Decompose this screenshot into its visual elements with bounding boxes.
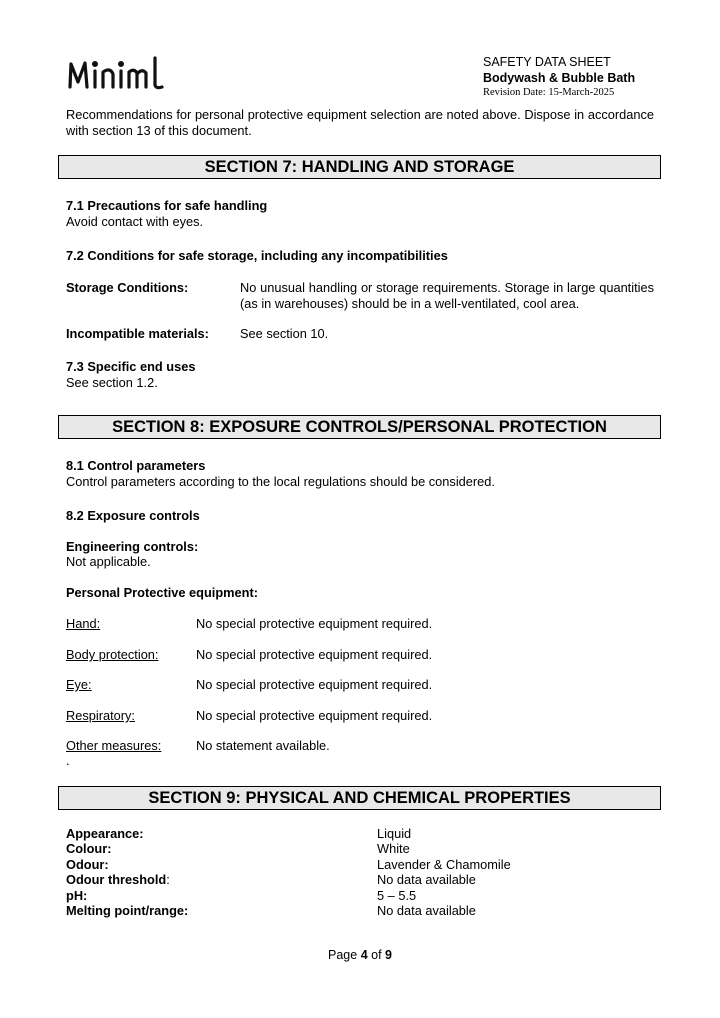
page-total: 9 <box>385 948 392 962</box>
prop-ph-value: 5 – 5.5 <box>377 888 417 903</box>
page-word: Page <box>328 948 358 962</box>
text-8-1: Control parameters according to the local regulations should be considered. <box>66 474 495 489</box>
of-word: of <box>371 948 382 962</box>
product-name: Bodywash & Bubble Bath <box>483 71 636 85</box>
prop-melting-point-label: Melting point/range: <box>66 903 189 918</box>
prop-colour-label: Colour: <box>66 841 112 856</box>
ppe-heading: Personal Protective equipment: <box>66 585 259 600</box>
section-9-header: SECTION 9: PHYSICAL AND CHEMICAL PROPERTIES <box>58 786 661 810</box>
section-8-header: SECTION 8: EXPOSURE CONTROLS/PERSONAL PROTECTION <box>58 415 661 439</box>
prop-odour-label: Odour: <box>66 857 109 872</box>
text-7-3: See section 1.2. <box>66 375 158 390</box>
ppe-eye-label: Eye: <box>66 677 92 692</box>
heading-7-2: 7.2 Conditions for safe storage, including any incompatibilities <box>66 248 448 263</box>
heading-8-2: 8.2 Exposure controls <box>66 508 200 523</box>
incompatible-materials-label: Incompatible materials: <box>66 326 209 341</box>
revision-date: Revision Date: 15-March-2025 <box>483 87 615 98</box>
intro-paragraph: Recommendations for personal protective equipment selection are noted above. Dispose in accordance with section 13 of this document. <box>66 107 654 138</box>
trailing-dot: . <box>66 753 70 768</box>
prop-melting-point-value: No data available <box>377 903 476 918</box>
ppe-hand-label: Hand: <box>66 616 101 631</box>
ppe-other-value: No statement available. <box>196 738 330 753</box>
prop-appearance-label: Appearance: <box>66 826 144 841</box>
company-logo <box>66 54 176 94</box>
heading-8-1: 8.1 Control parameters <box>66 458 206 473</box>
prop-odour-threshold-label: Odour threshold <box>66 872 167 887</box>
prop-colour-value: White <box>377 841 410 856</box>
section-7-header: SECTION 7: HANDLING AND STORAGE <box>58 155 661 179</box>
engineering-controls-text: Not applicable. <box>66 554 151 569</box>
prop-odour-threshold-colon: : <box>166 872 170 887</box>
ppe-body-value: No special protective equipment required. <box>196 647 433 662</box>
page-footer <box>0 948 720 964</box>
page-number: 4 <box>360 948 368 962</box>
storage-conditions-value: No unusual handling or storage requirements. Storage in large quantities (as in warehouses) should be in a well-ventilated, cool area. <box>240 280 654 311</box>
storage-conditions-label: Storage Conditions: <box>66 280 189 295</box>
heading-7-3: 7.3 Specific end uses <box>66 359 196 374</box>
prop-odour-value: Lavender & Chamomile <box>377 857 511 872</box>
incompatible-materials-value: See section 10. <box>240 326 329 341</box>
ppe-hand-value: No special protective equipment required. <box>196 616 433 631</box>
prop-odour-threshold-value: No data available <box>377 872 476 887</box>
logo-wordmark <box>66 54 176 94</box>
ppe-body-label: Body protection: <box>66 647 159 662</box>
prop-appearance-value: Liquid <box>377 826 412 841</box>
ppe-respiratory-value: No special protective equipment required. <box>196 708 433 723</box>
text-7-1: Avoid contact with eyes. <box>66 214 204 229</box>
heading-7-1: 7.1 Precautions for safe handling <box>66 198 268 213</box>
ppe-eye-value: No special protective equipment required. <box>196 677 433 692</box>
document-title: SAFETY DATA SHEET <box>483 55 611 69</box>
ppe-respiratory-label: Respiratory: <box>66 708 135 723</box>
prop-ph-label: pH: <box>66 888 88 903</box>
ppe-other-label: Other measures: <box>66 738 162 753</box>
prop-odour-threshold-label-wrap <box>66 872 170 888</box>
engineering-controls-heading: Engineering controls: <box>66 539 199 554</box>
